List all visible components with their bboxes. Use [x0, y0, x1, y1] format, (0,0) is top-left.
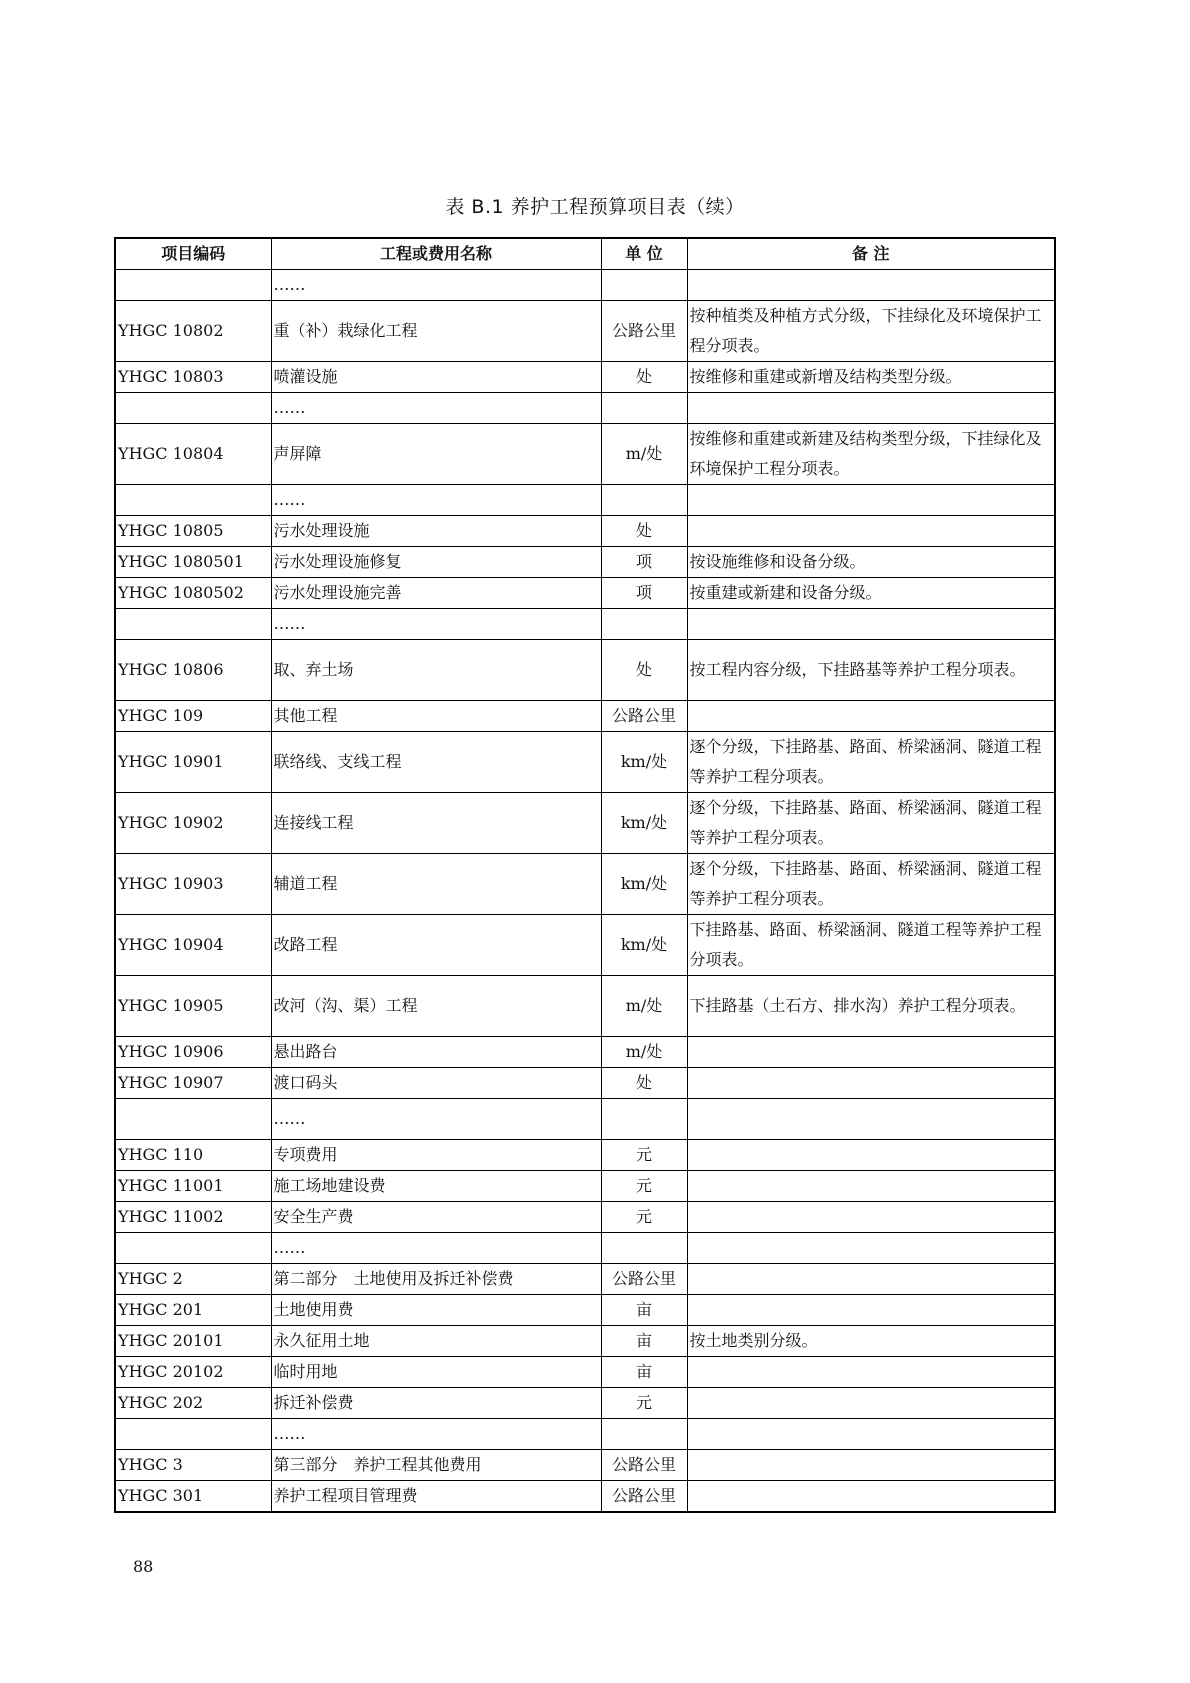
- cell-name: 拆迁补偿费: [271, 1388, 601, 1419]
- cell-note: [687, 609, 1055, 640]
- table-row: [115, 701, 1055, 732]
- cell-name: 联络线、支线工程: [271, 732, 601, 793]
- cell-code: YHGC 10904: [115, 915, 271, 976]
- table-row: [115, 301, 1055, 362]
- cell-unit: 处: [601, 640, 687, 701]
- cell-code: [115, 485, 271, 516]
- cell-unit: 处: [601, 362, 687, 393]
- cell-note: 按维修和重建或新建及结构类型分级，下挂绿化及环境保护工程分项表。: [687, 424, 1055, 485]
- cell-code: YHGC 10901: [115, 732, 271, 793]
- cell-note: [687, 1295, 1055, 1326]
- cell-note: [687, 1450, 1055, 1481]
- cell-unit: m/处: [601, 424, 687, 485]
- table-row: [115, 854, 1055, 915]
- cell-name: 声屏障: [271, 424, 601, 485]
- cell-code: [115, 1099, 271, 1140]
- cell-code: YHGC 10803: [115, 362, 271, 393]
- cell-code: YHGC 201: [115, 1295, 271, 1326]
- table-row: [115, 1099, 1055, 1140]
- cell-code: YHGC 10802: [115, 301, 271, 362]
- table-row: [115, 1481, 1055, 1513]
- cell-name: ……: [271, 1233, 601, 1264]
- cell-unit: [601, 609, 687, 640]
- cell-name: 其他工程: [271, 701, 601, 732]
- cell-name: 土地使用费: [271, 1295, 601, 1326]
- cell-name: 污水处理设施完善: [271, 578, 601, 609]
- cell-unit: 公路公里: [601, 301, 687, 362]
- table-row: [115, 1202, 1055, 1233]
- cell-unit: [601, 485, 687, 516]
- cell-code: YHGC 2: [115, 1264, 271, 1295]
- cell-name: 改路工程: [271, 915, 601, 976]
- cell-code: YHGC 10805: [115, 516, 271, 547]
- cell-unit: 元: [601, 1140, 687, 1171]
- cell-note: 按种植类及种植方式分级，下挂绿化及环境保护工程分项表。: [687, 301, 1055, 362]
- cell-name: 喷灌设施: [271, 362, 601, 393]
- table-row: [115, 362, 1055, 393]
- table-row: [115, 1419, 1055, 1450]
- cell-unit: 公路公里: [601, 1450, 687, 1481]
- cell-unit: m/处: [601, 976, 687, 1037]
- table-row: [115, 516, 1055, 547]
- cell-unit: 元: [601, 1202, 687, 1233]
- cell-note: [687, 1171, 1055, 1202]
- table-row: [115, 976, 1055, 1037]
- table-row: [115, 1233, 1055, 1264]
- budget-item-table: [114, 237, 1056, 1513]
- cell-name: ……: [271, 485, 601, 516]
- cell-code: YHGC 10907: [115, 1068, 271, 1099]
- table-row: [115, 424, 1055, 485]
- cell-name: 临时用地: [271, 1357, 601, 1388]
- cell-name: ……: [271, 1419, 601, 1450]
- cell-code: YHGC 20102: [115, 1357, 271, 1388]
- table-title: 表 B.1 养护工程预算项目表（续）: [445, 196, 745, 218]
- cell-name: 专项费用: [271, 1140, 601, 1171]
- cell-name: ……: [271, 393, 601, 424]
- cell-name: 重（补）栽绿化工程: [271, 301, 601, 362]
- cell-name: 养护工程项目管理费: [271, 1481, 601, 1513]
- table-row: [115, 393, 1055, 424]
- cell-name: 永久征用土地: [271, 1326, 601, 1357]
- cell-name: 第二部分 土地使用及拆迁补偿费: [271, 1264, 601, 1295]
- cell-unit: 公路公里: [601, 1481, 687, 1513]
- cell-note: 逐个分级，下挂路基、路面、桥梁涵洞、隧道工程等养护工程分项表。: [687, 854, 1055, 915]
- cell-code: YHGC 11002: [115, 1202, 271, 1233]
- cell-name: 渡口码头: [271, 1068, 601, 1099]
- cell-unit: m/处: [601, 1037, 687, 1068]
- cell-name: 污水处理设施: [271, 516, 601, 547]
- cell-unit: km/处: [601, 915, 687, 976]
- cell-unit: 项: [601, 578, 687, 609]
- col-header-note: 备 注: [687, 238, 1055, 270]
- table-row: [115, 793, 1055, 854]
- cell-note: [687, 1419, 1055, 1450]
- table-row: [115, 1295, 1055, 1326]
- cell-unit: 公路公里: [601, 701, 687, 732]
- cell-code: YHGC 11001: [115, 1171, 271, 1202]
- cell-code: YHGC 202: [115, 1388, 271, 1419]
- cell-note: [687, 1233, 1055, 1264]
- cell-code: YHGC 20101: [115, 1326, 271, 1357]
- table-row: [115, 1264, 1055, 1295]
- cell-name: 改河（沟、渠）工程: [271, 976, 601, 1037]
- cell-name: 污水处理设施修复: [271, 547, 601, 578]
- cell-name: 取、弃土场: [271, 640, 601, 701]
- cell-name: ……: [271, 609, 601, 640]
- table-row: [115, 1037, 1055, 1068]
- cell-name: 安全生产费: [271, 1202, 601, 1233]
- cell-unit: km/处: [601, 793, 687, 854]
- cell-unit: 元: [601, 1171, 687, 1202]
- cell-code: YHGC 3: [115, 1450, 271, 1481]
- cell-name: ……: [271, 1099, 601, 1140]
- cell-unit: 元: [601, 1388, 687, 1419]
- cell-unit: 处: [601, 516, 687, 547]
- cell-note: [687, 393, 1055, 424]
- cell-code: YHGC 110: [115, 1140, 271, 1171]
- cell-code: YHGC 10902: [115, 793, 271, 854]
- table-row: [115, 915, 1055, 976]
- cell-unit: km/处: [601, 732, 687, 793]
- table-row: [115, 270, 1055, 301]
- cell-code: [115, 609, 271, 640]
- table-row: [115, 1171, 1055, 1202]
- table-header-row: [115, 238, 1055, 270]
- page-number: 88: [133, 1557, 154, 1576]
- cell-code: YHGC 10906: [115, 1037, 271, 1068]
- cell-note: [687, 1099, 1055, 1140]
- cell-name: 连接线工程: [271, 793, 601, 854]
- cell-unit: 项: [601, 547, 687, 578]
- cell-unit: [601, 1099, 687, 1140]
- cell-note: 逐个分级，下挂路基、路面、桥梁涵洞、隧道工程等养护工程分项表。: [687, 793, 1055, 854]
- cell-name: ……: [271, 270, 601, 301]
- table-row: [115, 640, 1055, 701]
- cell-name: 悬出路台: [271, 1037, 601, 1068]
- cell-code: YHGC 109: [115, 701, 271, 732]
- cell-unit: 公路公里: [601, 1264, 687, 1295]
- cell-unit: [601, 1419, 687, 1450]
- table-row: [115, 1140, 1055, 1171]
- cell-unit: [601, 270, 687, 301]
- cell-note: [687, 1357, 1055, 1388]
- cell-note: [687, 485, 1055, 516]
- table-row: [115, 1388, 1055, 1419]
- cell-name: 施工场地建设费: [271, 1171, 601, 1202]
- col-header-unit: 单 位: [601, 238, 687, 270]
- cell-note: [687, 516, 1055, 547]
- cell-unit: 亩: [601, 1295, 687, 1326]
- cell-note: [687, 1140, 1055, 1171]
- cell-note: [687, 270, 1055, 301]
- cell-code: YHGC 301: [115, 1481, 271, 1513]
- cell-unit: [601, 393, 687, 424]
- cell-code: [115, 270, 271, 301]
- cell-name: 辅道工程: [271, 854, 601, 915]
- cell-unit: 亩: [601, 1357, 687, 1388]
- cell-note: [687, 701, 1055, 732]
- cell-note: [687, 1068, 1055, 1099]
- cell-code: YHGC 10905: [115, 976, 271, 1037]
- table-row: [115, 547, 1055, 578]
- cell-note: 下挂路基（土石方、排水沟）养护工程分项表。: [687, 976, 1055, 1037]
- cell-note: 按重建或新建和设备分级。: [687, 578, 1055, 609]
- table-row: [115, 1357, 1055, 1388]
- cell-note: 下挂路基、路面、桥梁涵洞、隧道工程等养护工程分项表。: [687, 915, 1055, 976]
- cell-code: [115, 1233, 271, 1264]
- table-row: [115, 485, 1055, 516]
- cell-note: [687, 1264, 1055, 1295]
- cell-code: YHGC 1080502: [115, 578, 271, 609]
- cell-unit: 处: [601, 1068, 687, 1099]
- cell-note: 逐个分级，下挂路基、路面、桥梁涵洞、隧道工程等养护工程分项表。: [687, 732, 1055, 793]
- cell-code: YHGC 10804: [115, 424, 271, 485]
- cell-code: [115, 393, 271, 424]
- cell-code: YHGC 10806: [115, 640, 271, 701]
- cell-note: 按土地类别分级。: [687, 1326, 1055, 1357]
- table-row: [115, 1450, 1055, 1481]
- cell-code: [115, 1419, 271, 1450]
- table-row: [115, 609, 1055, 640]
- cell-code: YHGC 10903: [115, 854, 271, 915]
- cell-unit: 亩: [601, 1326, 687, 1357]
- cell-code: YHGC 1080501: [115, 547, 271, 578]
- cell-unit: [601, 1233, 687, 1264]
- cell-note: [687, 1388, 1055, 1419]
- table-row: [115, 1326, 1055, 1357]
- cell-unit: km/处: [601, 854, 687, 915]
- col-header-name: 工程或费用名称: [271, 238, 601, 270]
- cell-note: [687, 1481, 1055, 1513]
- cell-name: 第三部分 养护工程其他费用: [271, 1450, 601, 1481]
- cell-note: [687, 1037, 1055, 1068]
- table-row: [115, 578, 1055, 609]
- col-header-code: 项目编码: [115, 238, 271, 270]
- cell-note: 按工程内容分级，下挂路基等养护工程分项表。: [687, 640, 1055, 701]
- table-row: [115, 732, 1055, 793]
- cell-note: 按维修和重建或新增及结构类型分级。: [687, 362, 1055, 393]
- table-row: [115, 1068, 1055, 1099]
- cell-note: [687, 1202, 1055, 1233]
- cell-note: 按设施维修和设备分级。: [687, 547, 1055, 578]
